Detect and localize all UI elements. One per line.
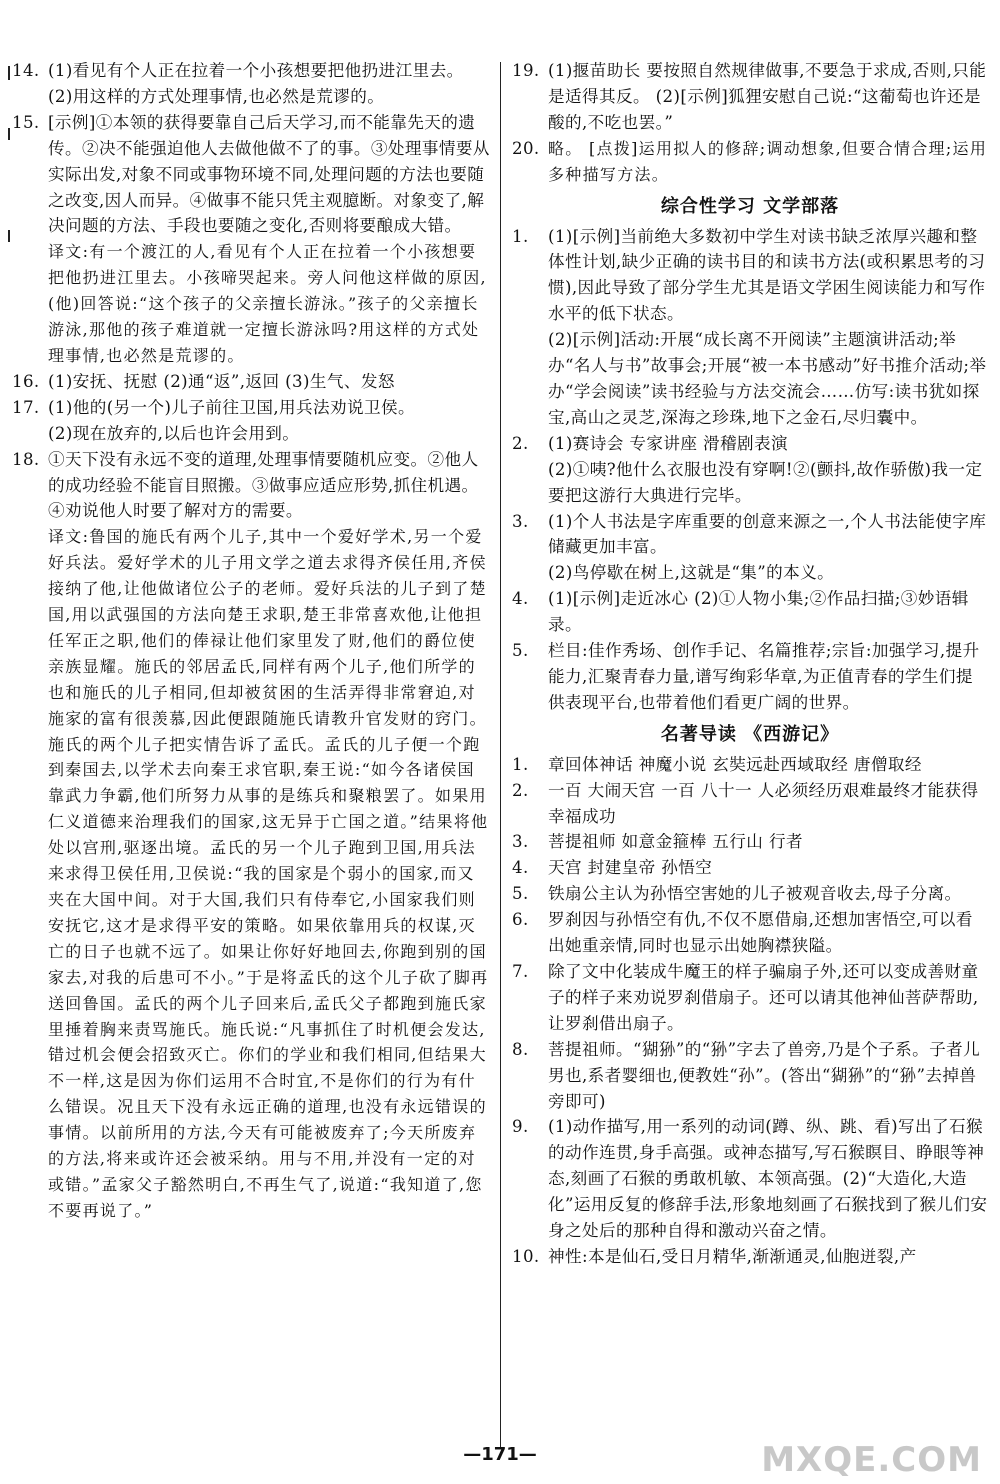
answer-number: 9. <box>512 1117 529 1137</box>
answer-item <box>512 509 988 587</box>
answer-text: (1)动作描写,用一系列的动词(蹲、纵、跳、看)写出了石猴的动作连贯,身手高强。或神态描写,写石猴瞑目、睁眼等神态,刻画了石猴的勇敢机敏、本领高强。(2)“大造化,大造化”运用反复的修辞手法,形象地刻画了石猴找到了猴儿们安身之处后的那种自得和激动兴奋之情。 <box>548 1117 988 1241</box>
answer-number: 14. <box>12 61 40 80</box>
answer-item <box>512 881 988 907</box>
answer-text: 菩提祖师 如意金箍棒 五行山 行者 <box>548 832 803 852</box>
answer-text: (2)用这样的方式处理事情,也必然是荒谬的。 <box>48 86 385 106</box>
answer-text: (1)[示例]走近冰心 (2)①人物小集;②作品扫描;③妙语辑录。 <box>548 589 969 635</box>
section-heading-classic: 名著导读 《西游记》 <box>660 723 840 745</box>
answer-number: 2. <box>512 780 529 800</box>
answer-item <box>512 778 988 830</box>
answer-number: 16. <box>12 371 40 391</box>
column-divider <box>500 62 501 1448</box>
right-answers-classic <box>512 752 988 1270</box>
answer-number: 15. <box>12 112 40 132</box>
answer-text: 栏目:佳作秀场、创作手记、名篇推荐;宗旨:加强学习,提升能力,汇聚青春力量,谱写绚彩华章,为正值青春的学生们提供表现平台,也带着他们看更广阔的世界。 <box>548 641 980 712</box>
answer-item <box>512 431 988 509</box>
binding-mark <box>8 128 10 140</box>
answer-text: 除了文中化装成牛魔王的样子骗扇子外,还可以变成善财童子的样子来劝说罗刹借扇子。还可以请其他神仙菩萨帮助,让罗刹借出扇子。 <box>548 962 979 1033</box>
answer-item <box>12 395 490 447</box>
answer-text: (2)[示例]活动:开展“成长离不开阅读”主题演讲活动;举办“名人与书”故事会;开展“被一本书感动”好书推介活动;举办“学会阅读”读书经验与方法交流会……仿写:读书犹如探宝,高山之灵芝,深海之珍珠,地下之金石,尽归囊中。 <box>548 330 987 427</box>
left-column <box>12 58 490 1224</box>
answer-number: 10. <box>512 1246 540 1266</box>
translation-paragraph: 译文:有一个渡江的人,看见有个人正在拉着一个小孩想要把他扔进江里去。小孩啼哭起来。旁人问他这样做的原因,(他)回答说:“这个孩子的父亲擅长游泳。”孩子的父亲擅长游泳,那他的孩子难道就一定擅长游泳吗?用这样的方式处理事情,也必然是荒谬的。 <box>48 242 487 365</box>
answer-number: 4. <box>512 858 529 878</box>
answer-text: (1)赛诗会 专家讲座 滑稽剧表演 <box>548 433 788 453</box>
answer-item <box>512 586 988 638</box>
answer-text: 神性:本是仙石,受日月精华,渐渐通灵,仙胞迸裂,产 <box>548 1246 917 1266</box>
site-watermark: MXQE.COM <box>761 1440 982 1480</box>
binding-mark <box>8 230 10 242</box>
section-heading-literature: 综合性学习 文学部落 <box>660 195 840 217</box>
answer-item <box>512 907 988 959</box>
answer-item <box>512 136 988 188</box>
answer-number: 1. <box>512 754 529 774</box>
answer-number: 3. <box>512 832 529 852</box>
answer-text: 一百 大闹天宫 一百 八十一 人必须经历艰难最终才能获得幸福成功 <box>548 780 979 826</box>
answer-text: (2)①咦?他什么衣服也没有穿啊!②(颤抖,故作骄傲)我一定要把这游行大典进行完毕。 <box>548 459 983 505</box>
answer-number: 4. <box>512 589 529 609</box>
answer-item <box>512 1114 988 1244</box>
answer-item <box>512 58 988 136</box>
binding-mark <box>8 66 10 80</box>
answer-text: (1)揠苗助长 要按照自然规律做事,不要急于求成,否则,只能是适得其反。 (2)[示例]狐狸安慰自己说:“这葡萄也许还是酸的,不吃也罢。” <box>548 61 987 132</box>
answer-item <box>12 369 490 395</box>
answer-number: 5. <box>512 884 529 904</box>
answer-text: 天宫 封建皇帝 孙悟空 <box>548 858 713 878</box>
answer-item <box>512 752 988 778</box>
answer-text: 铁扇公主认为孙悟空害她的儿子被观音收去,母子分离。 <box>548 884 962 904</box>
answer-item <box>512 1244 988 1270</box>
answer-number: 1. <box>512 226 529 246</box>
answer-text: 章回体神话 神魔小说 玄奘远赴西域取经 唐僧取经 <box>548 754 922 774</box>
translation-paragraph: 略。 [点拨]运用拟人的修辞;调动想象,但要合情合理;运用多种描写方法。 <box>548 138 988 184</box>
right-answers-literature <box>512 224 988 716</box>
answer-number: 3. <box>512 511 529 531</box>
answer-number: 2. <box>512 433 529 453</box>
answer-text: (1)他的(另一个)儿子前往卫国,用兵法劝说卫侯。 <box>48 397 416 417</box>
answer-number: 18. <box>12 449 40 469</box>
answer-item <box>12 110 490 369</box>
answer-text: 菩提祖师。“猢狲”的“狲”字去了兽旁,乃是个子系。子者儿男也,系者婴细也,便教姓“孙”。(答出“猢狲”的“狲”去掉兽旁即可) <box>548 1039 981 1111</box>
answer-text: (1)个人书法是字库重要的创意来源之一,个人书法能使字库储藏更加丰富。 <box>548 511 987 557</box>
answer-text: (2)鸟停歇在树上,这就是“集”的本义。 <box>548 563 835 583</box>
answer-number: 7. <box>512 962 529 981</box>
answer-item <box>512 829 988 855</box>
answer-text: ①天下没有永远不变的道理,处理事情要随机应变。②他人的成功经验不能盲目照搬。③做事应适应形势,抓住机遇。④劝说他人时要了解对方的需要。 <box>48 449 479 521</box>
answer-text: (1)[示例]当前绝大多数初中学生对读书缺乏浓厚兴趣和整体性计划,缺少正确的读书目的和读书方法(或积累思考的习惯),因此导致了部分学生尤其是语文学困生阅读能力和写作水平的低下状态。 <box>548 226 986 324</box>
right-column <box>512 58 988 1270</box>
answer-item <box>512 224 988 431</box>
answer-number: 6. <box>512 910 529 930</box>
answer-number: 20. <box>512 138 540 158</box>
answer-number: 19. <box>512 61 540 80</box>
answer-number: 17. <box>12 397 40 417</box>
answer-text: (1)安抚、抚慰 (2)通“返”,返回 (3)生气、发怒 <box>48 371 395 391</box>
page-number: —171— <box>463 1444 537 1465</box>
answer-number: 8. <box>512 1039 529 1059</box>
answer-text: (2)现在放弃的,以后也许会用到。 <box>48 423 300 443</box>
answer-item <box>512 638 988 716</box>
answer-number: 5. <box>512 641 529 661</box>
answer-item <box>512 1037 988 1115</box>
answer-text: (1)看见有个人正在拉着一个小孩想要把他扔进江里去。 <box>48 61 464 80</box>
answer-item <box>512 959 988 1037</box>
right-answers-top <box>512 58 988 188</box>
answer-item <box>12 58 490 110</box>
translation-paragraph: 译文:鲁国的施氏有两个儿子,其中一个爱好学术,另一个爱好兵法。爱好学术的儿子用文学之道去求得齐侯任用,齐侯接纳了他,让他做诸位公子的老师。爱好兵法的儿子到了楚国,用以武强国的方法向楚王求职,楚王非常喜欢他,让他担任军正之职,他们的俸禄让他们家里发了财,他们的爵位使亲族显耀。施氏的邻居孟氏,同样有两个儿子,他们所学的也和施氏的儿子相同,但却被贫困的生活弄得非常窘迫,对施家的富有很羡慕,因此便跟随施氏请教升官发财的窍门。施氏的两个儿子把实情告诉了孟氏。孟氏的儿子便一个跑到秦国去,以学术去向秦王求官职,秦王说:“如今各诸侯国靠武力争霸,他们所努力从事的是练兵和聚粮罢了。如果用仁义道德来治理我们的国家,这无异于亡国之道。”结果将他处以宫刑,驱逐出境。孟氏的另一个儿子跑到卫国,用兵法来求得卫侯任用,卫侯说:“我的国家是个弱小的国家,而又夹在大国中间。对于大国,我们只有侍奉它,小国家我们则安抚它,这才是求得平安的策略。如果依靠用兵的权谋,灭亡的日子也就不远了。如果让你好好地回去,你跑到别的国家去,对我的后患可不小。”于是将孟氏的这个儿子砍了脚再送回鲁国。孟氏的两个儿子回来后,孟氏父子都跑到施氏家里捶着胸来责骂施氏。施氏说:“凡事抓住了时机便会发达,错过机会便会招致灭亡。你们的学业和我们相同,但结果大不一样,这是因为你们运用不合时宜,不是你们的行为有什么错误。况且天下没有永远正确的道理,也没有永远错误的事情。以前所用的方法,今天有可能被废弃了;今天所废弃的方法,将来或许还会被采纳。用与不用,并没有一定的对或错。”孟家父子豁然明白,不再生气了,说道:“我知道了,您不要再说了。” <box>48 527 489 1220</box>
answer-item <box>512 855 988 881</box>
answer-item <box>12 447 490 1224</box>
answer-text: [示例]①本领的获得要靠自己后天学习,而不能靠先天的遗传。②决不能强迫他人去做他做不了的事。③处理事情要从实际出发,对象不同或事物环境不同,处理问题的方法也要随之改变,因人而异。④做事不能只凭主观臆断。对象变了,解决问题的方法、手段也要随之变化,否则将要酿成大错。 <box>48 112 490 236</box>
answer-text: 罗刹因与孙悟空有仇,不仅不愿借扇,还想加害悟空,可以看出她重亲情,同时也显示出她胸襟狭隘。 <box>548 910 973 956</box>
